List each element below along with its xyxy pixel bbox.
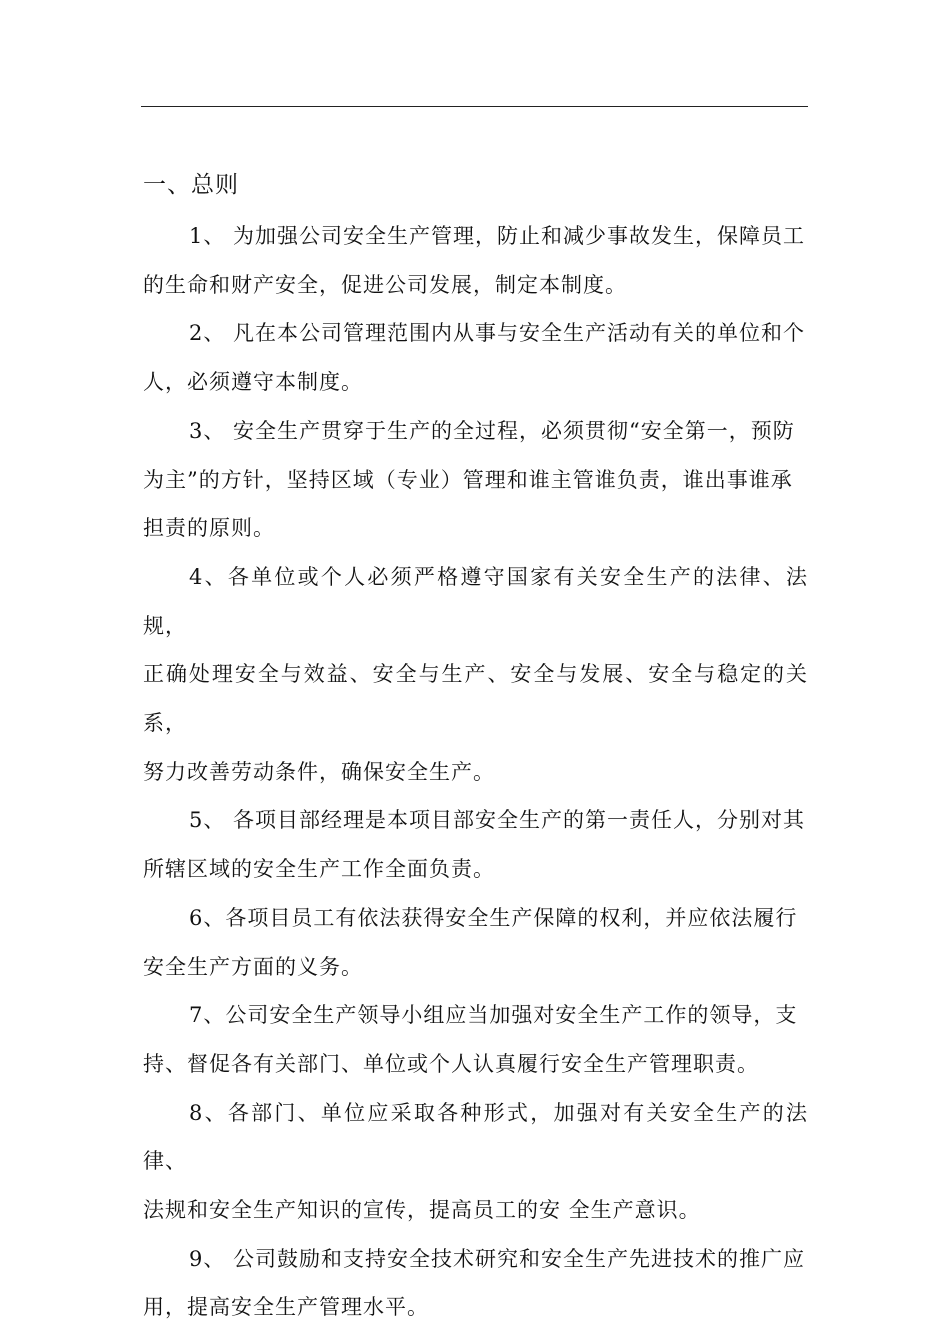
- paragraph-line: 6、各项目员工有依法获得安全生产保障的权利，并应依法履行: [189, 905, 798, 930]
- paragraph-8: [143, 1089, 808, 1235]
- paragraph-7: [143, 991, 808, 1088]
- paragraph-line: 为主”的方针，坚持区域（专业）管理和谁主管谁负责，谁出事谁承: [143, 467, 793, 492]
- paragraph-line: 人，必须遵守本制度。: [143, 370, 363, 395]
- paragraph-line: 9、 公司鼓励和支持安全技术研究和安全生产先进技术的推广应: [189, 1246, 806, 1271]
- paragraph-line: 3、 安全生产贯穿于生产的全过程，必须贯彻“安全第一，预防: [189, 418, 795, 443]
- paragraph-6: [143, 894, 808, 991]
- paragraph-line: 7、公司安全生产领导小组应当加强对安全生产工作的领导，支: [189, 1003, 798, 1028]
- paragraph-line: 担责的原则。: [143, 516, 275, 541]
- paragraph-line: 5、 各项目部经理是本项目部安全生产的第一责任人，分别对其: [189, 808, 806, 833]
- paragraph-line: 安全生产方面的义务。: [143, 954, 363, 979]
- paragraph-line: 8、各部门、单位应采取各种形式，加强对有关安全生产的法律、: [143, 1100, 808, 1174]
- paragraph-line: 1、 为加强公司安全生产管理，防止和减少事故发生，保障员工: [189, 224, 806, 248]
- paragraph-5: [143, 796, 808, 893]
- paragraph-list: [143, 212, 808, 1332]
- document-body: [143, 162, 808, 1332]
- paragraph-line: 用，提高安全生产管理水平。: [143, 1295, 429, 1320]
- paragraph-line: 所辖区域的安全生产工作全面负责。: [143, 857, 495, 882]
- paragraph-line: 的生命和财产安全，促进公司发展，制定本制度。: [143, 272, 627, 297]
- paragraph-line: 2、 凡在本公司管理范围内从事与安全生产活动有关的单位和个: [189, 321, 806, 346]
- paragraph-line: 4、各单位或个人必须严格遵守国家有关安全生产的法律、法规，: [143, 564, 808, 638]
- section-heading: 一、总则: [143, 172, 239, 198]
- paragraph-line: 法规和安全生产知识的宣传，提高员工的安 全生产意识。: [143, 1198, 701, 1223]
- paragraph-line: 正确处理安全与效益、安全与生产、安全与发展、安全与稳定的关系，: [143, 662, 808, 736]
- paragraph-2: [143, 309, 808, 406]
- paragraph-9: [143, 1235, 808, 1332]
- paragraph-line: 努力改善劳动条件，确保安全生产。: [143, 759, 495, 784]
- paragraph-1: [143, 212, 808, 309]
- header-rule: [141, 106, 808, 107]
- paragraph-4: [143, 553, 808, 797]
- paragraph-line: 持、督促各有关部门、单位或个人认真履行安全生产管理职责。: [143, 1051, 759, 1076]
- paragraph-3: [143, 407, 808, 553]
